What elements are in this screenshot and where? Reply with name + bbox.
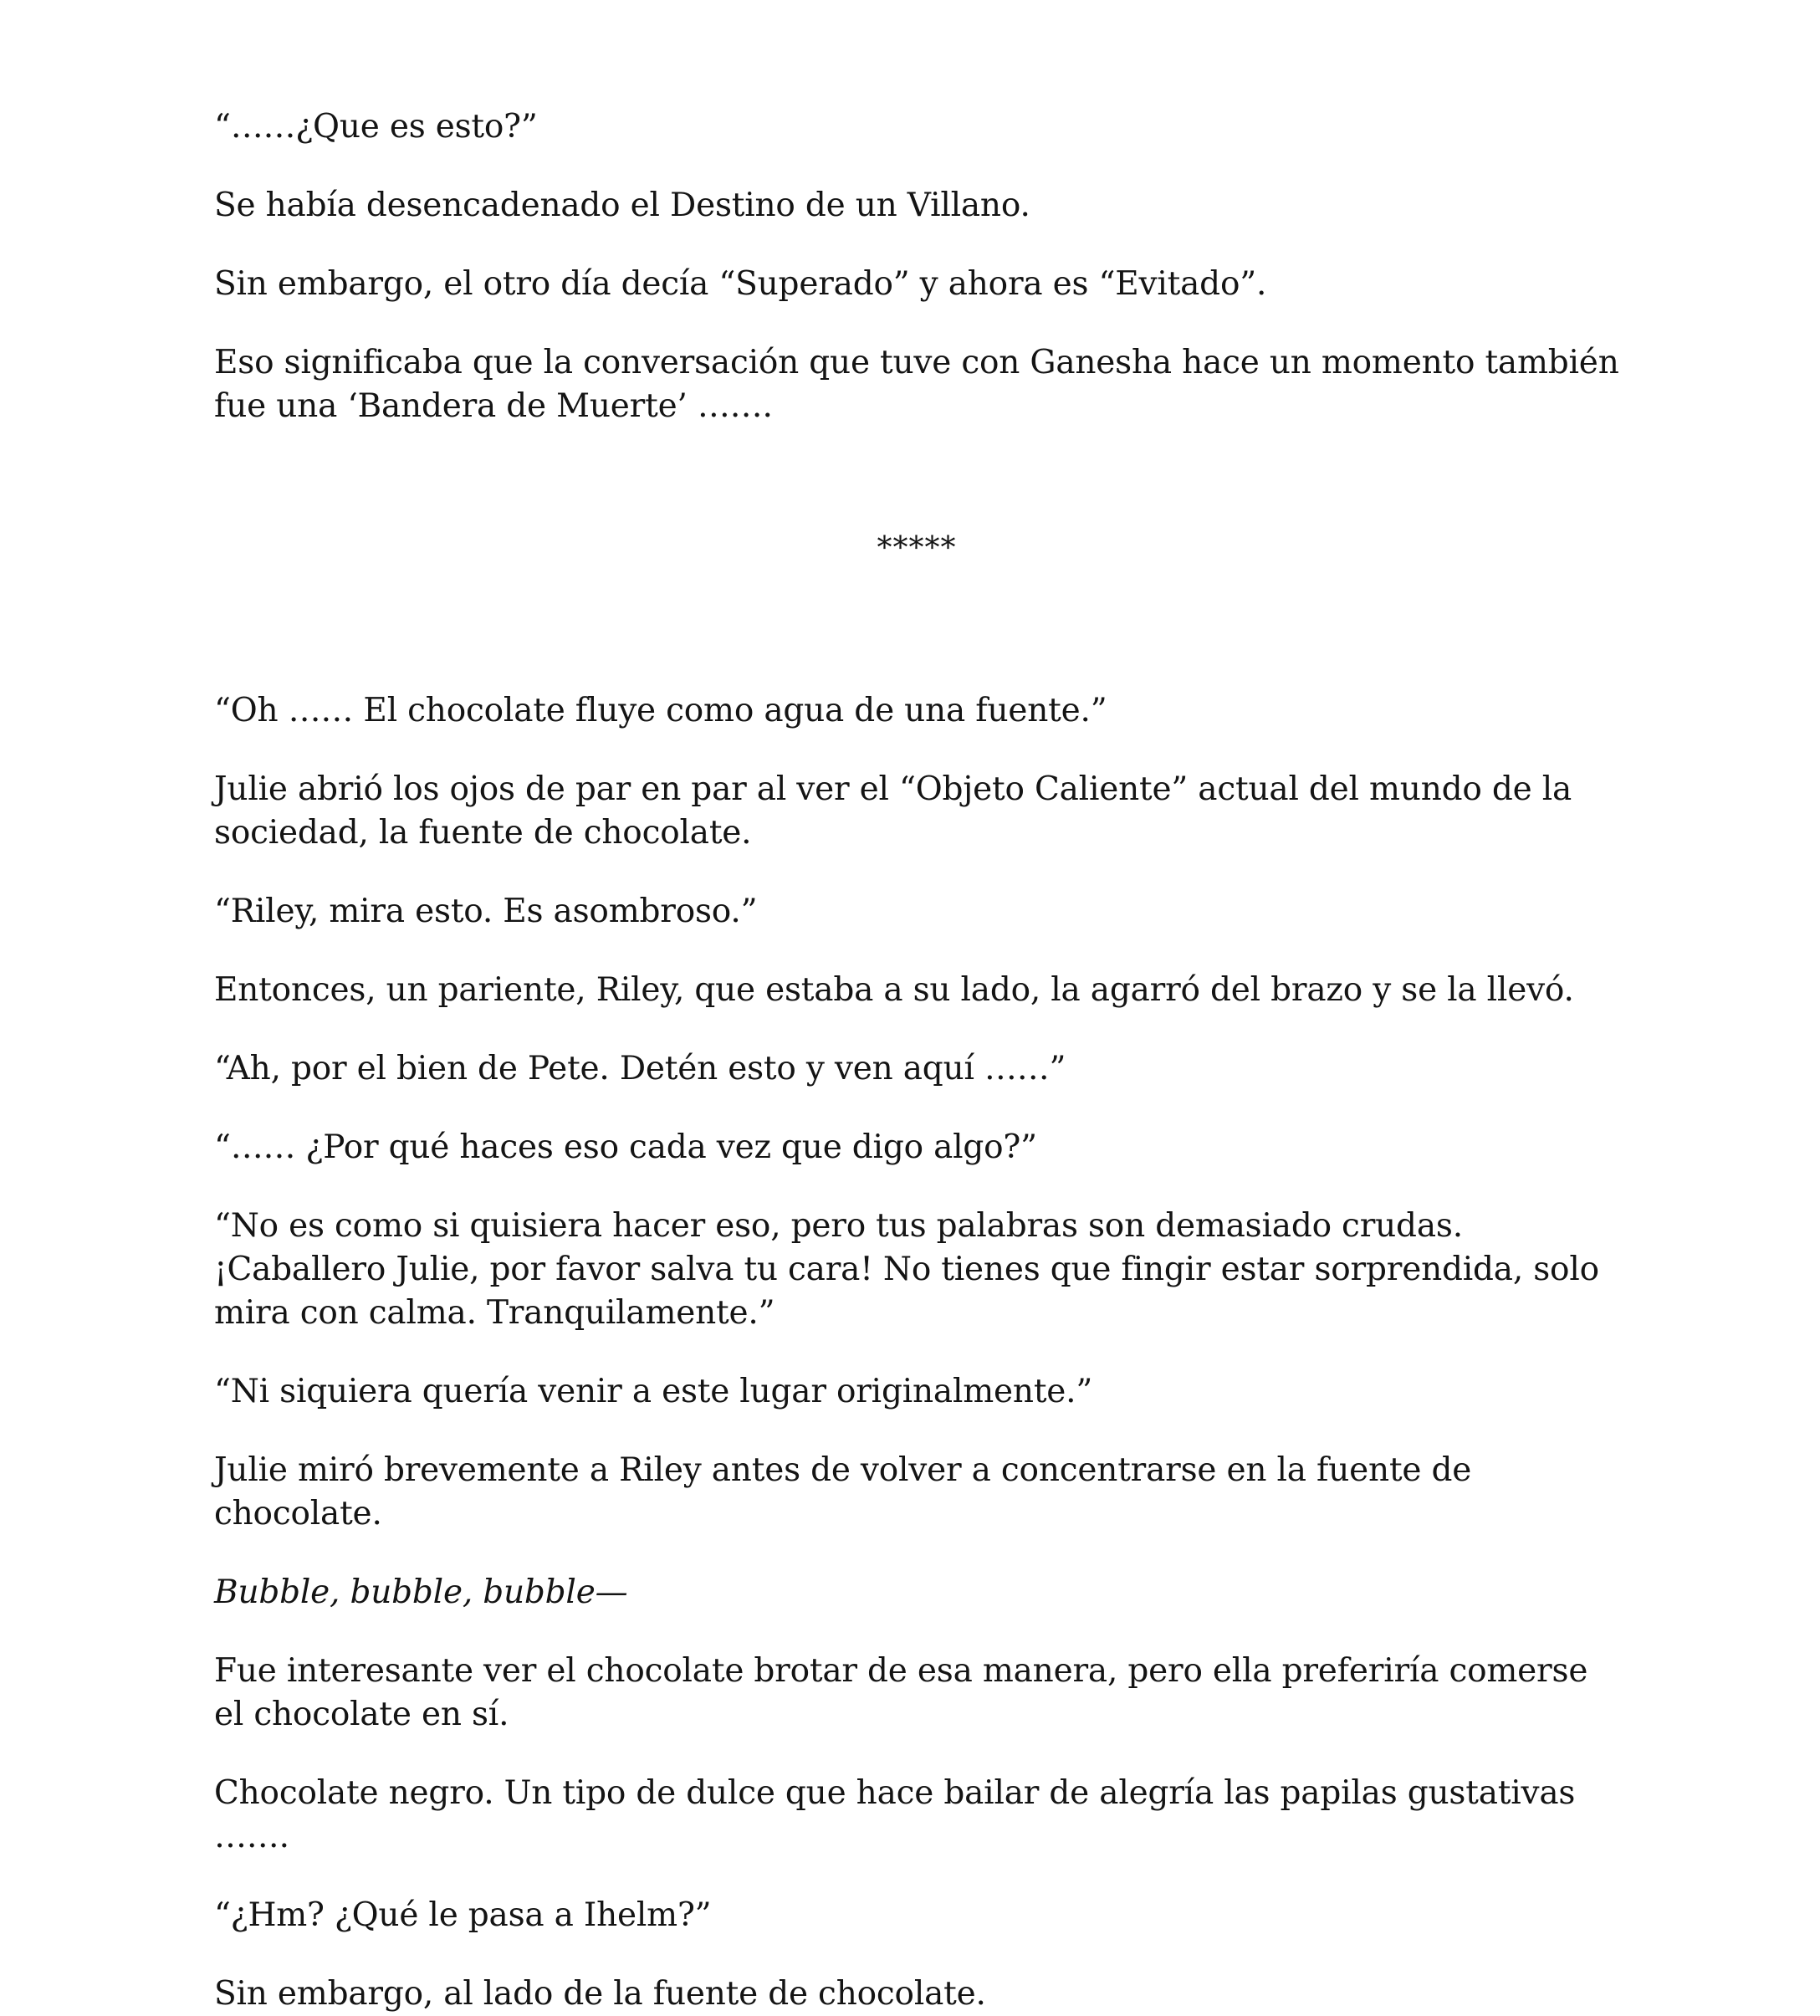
paragraph: Se había desencadenado el Destino de un Villano. <box>214 187 1030 224</box>
sound-effect-paragraph: Bubble, bubble, bubble— <box>214 1573 628 1611</box>
document-body <box>214 105 1619 2016</box>
paragraph: Entonces, un pariente, Riley, que estaba a su lado, la agarró del brazo y se la llevó. <box>214 971 1574 1009</box>
paragraph: Julie abrió los ojos de par en par al ver el “Objeto Caliente” actual del mundo de la sociedad, la fuente de chocolate. <box>214 770 1572 852</box>
section-separator: ***** <box>877 531 957 565</box>
paragraph: “¿Hm? ¿Qué le pasa a Ihelm?” <box>214 1896 712 1934</box>
paragraph: Chocolate negro. Un tipo de dulce que hace bailar de alegría las papilas gustativas ……. <box>214 1774 1576 1855</box>
paragraph: Fue interesante ver el chocolate brotar de esa manera, pero ella preferiría comerse el chocolate en sí. <box>214 1652 1588 1733</box>
paragraph: Sin embargo, el otro día decía “Superado” y ahora es “Evitado”. <box>214 265 1267 303</box>
paragraph: Eso significaba que la conversación que tuve con Ganesha hace un momento también fue una ‘Bandera de Muerte’ ……. <box>214 344 1619 425</box>
paragraph: “Riley, mira esto. Es asombroso.” <box>214 893 758 930</box>
paragraph: “…… ¿Por qué haces eso cada vez que digo algo?” <box>214 1128 1037 1166</box>
paragraph: “Ni siquiera quería venir a este lugar originalmente.” <box>214 1373 1093 1410</box>
paragraph: “No es como si quisiera hacer eso, pero tus palabras son demasiado crudas. ¡Caballero Julie, por favor salva tu cara! No tienes que fingir estar sorprendida, solo mira con calma. Tranquilamente.” <box>214 1207 1599 1332</box>
paragraph: “Oh …… El chocolate fluye como agua de una fuente.” <box>214 692 1107 729</box>
paragraph: Julie miró brevemente a Riley antes de volver a concentrarse en la fuente de chocolate. <box>214 1451 1472 1532</box>
paragraph: Sin embargo, al lado de la fuente de chocolate. <box>214 1975 986 2013</box>
paragraph: “……¿Que es esto?” <box>214 108 538 146</box>
paragraph: “Ah, por el bien de Pete. Detén esto y ven aquí ……” <box>214 1050 1066 1087</box>
